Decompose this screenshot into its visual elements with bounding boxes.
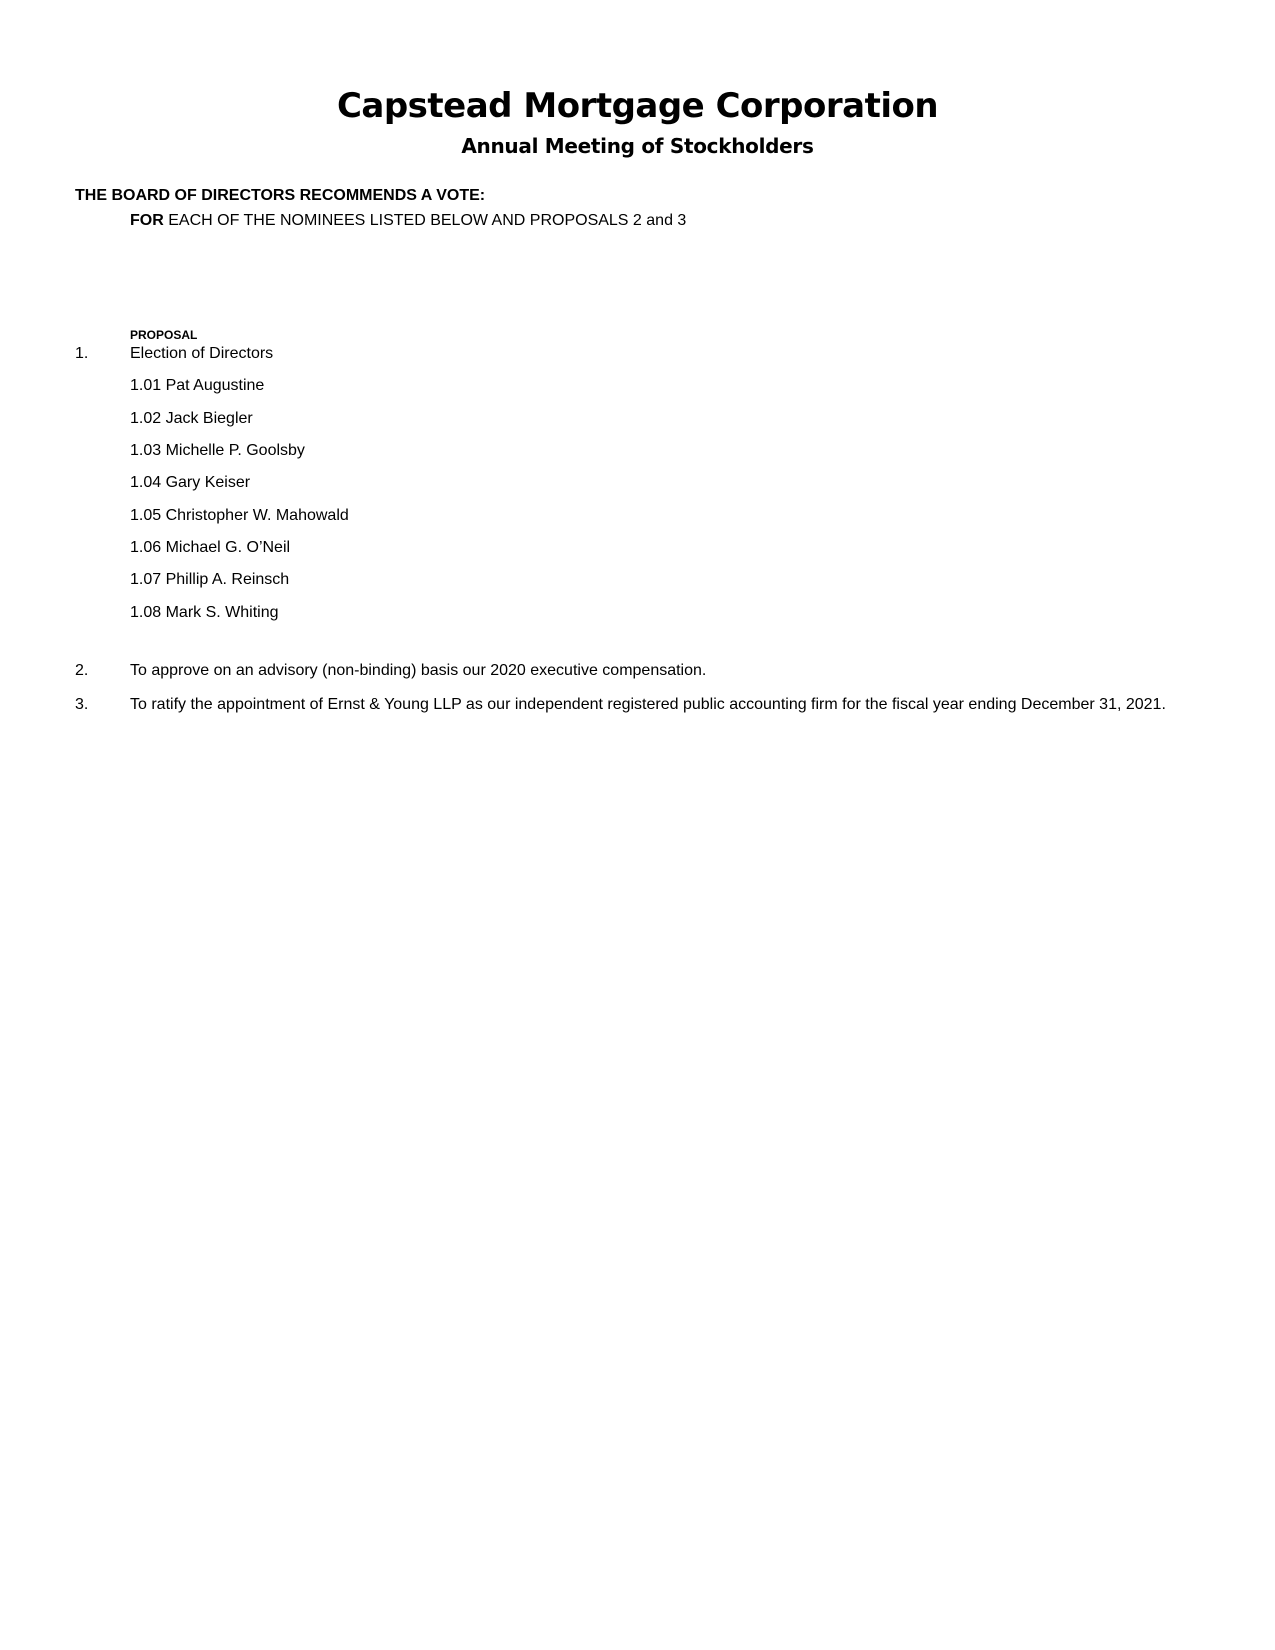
proposal-2-text: To approve on an advisory (non-binding) basis our 2020 executive compensation.: [130, 662, 707, 679]
recommendation-heading: THE BOARD OF DIRECTORS RECOMMENDS A VOTE:: [75, 187, 486, 204]
nominee-1-04: 1.04 Gary Keiser: [130, 474, 251, 491]
nominee-1-02: 1.02 Jack Biegler: [130, 410, 253, 427]
proposal-3-text: To ratify the appointment of Ernst & Young LLP as our independent registered public accounting firm for the fiscal year ending December 31, 2021.: [130, 696, 1166, 713]
nominee-1-07: 1.07 Phillip A. Reinsch: [130, 571, 290, 588]
nominee-1-01: 1.01 Pat Augustine: [130, 377, 265, 394]
recommendation-line: [130, 212, 686, 230]
nominee-1-08: 1.08 Mark S. Whiting: [130, 604, 279, 621]
nominee-1-03: 1.03 Michelle P. Goolsby: [130, 442, 305, 459]
proposal-2-number: 2.: [75, 662, 89, 679]
recommendation-for-text: EACH OF THE NOMINEES LISTED BELOW AND PROPOSALS 2 and 3: [163, 212, 687, 229]
document-title: Capstead Mortgage Corporation: [336, 86, 939, 126]
proposal-column-header: PROPOSAL: [130, 328, 198, 342]
nominee-1-06: 1.06 Michael G. O’Neil: [130, 539, 291, 556]
document-subtitle: Annual Meeting of Stockholders: [461, 134, 814, 158]
proposal-1-number: 1.: [75, 345, 89, 362]
proposal-3-number: 3.: [75, 696, 89, 713]
nominee-1-05: 1.05 Christopher W. Mahowald: [130, 507, 349, 524]
recommendation-for-label: FOR: [130, 212, 164, 229]
proposal-1-text: Election of Directors: [130, 345, 274, 362]
